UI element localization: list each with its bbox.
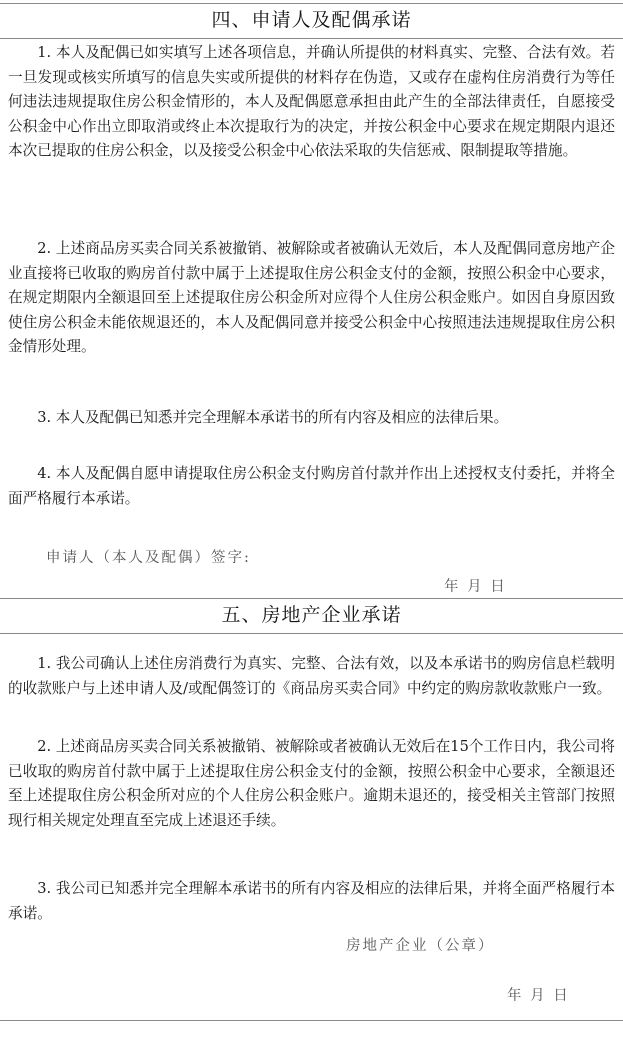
developer-seal-label: 房地产企业（公章） bbox=[346, 938, 495, 954]
section4-paragraph-4: 4. 本人及配偶自愿申请提取住房公积金支付购房首付款并作出上述授权支付委托，并将全面严格履行本承诺。 bbox=[8, 465, 615, 507]
section4-title: 四、申请人及配偶承诺 bbox=[211, 9, 412, 31]
section4-paragraph-2: 2. 上述商品房买卖合同关系被撤销、被解除或者被确认无效后，本人及配偶同意房地产企业直接将已收取的购房首付款中属于上述提取住房公积金支付的金额，按照公积金中心要求，在规定期限内全额退回至上述提取住房公积金所对应得个人住房公积金账户。如因自身原因致使住房公积金未能依规退还的，本人及配偶同意并接受公积金中心按照违法违规提取住房公积金情形处理。 bbox=[8, 240, 615, 355]
section4-paragraph-3: 3. 本人及配偶已知悉并完全理解本承诺书的所有内容及相应的法律后果。 bbox=[37, 409, 509, 426]
applicant-signature-label: 申请人（本人及配偶）签字: bbox=[46, 550, 251, 566]
divider-line bbox=[0, 633, 623, 634]
section5-paragraph-1: 1. 我公司确认上述住房消费行为真实、完整、合法有效，以及本承诺书的购房信息栏载明的收款账户与上述申请人及/或配偶签订的《商品房买卖合同》中约定的购房款收款账户一致。 bbox=[8, 655, 615, 697]
section5-title: 五、房地产企业承诺 bbox=[221, 604, 402, 626]
section5-paragraph-3: 3. 我公司已知悉并完全理解本承诺书的所有内容及相应的法律后果，并将全面严格履行本承诺。 bbox=[8, 880, 615, 922]
developer-seal-date: 年 月 日 bbox=[507, 988, 570, 1004]
section4-paragraph-1: 1. 本人及配偶已如实填写上述各项信息，并确认所提供的材料真实、完整、合法有效。若一旦发现或核实所填写的信息失实或所提供的材料存在伪造，又或存在虚构住房消费行为等任何违法违规提取住房公积金情形的，本人及配偶愿意承担由此产生的全部法律责任，自愿接受公积金中心作出立即取消或终止本次提取行为的决定，并按公积金中心要求在规定期限内退还本次已提取的住房公积金，以及接受公积金中心依法采取的失信惩戒、限制提取等措施。 bbox=[8, 44, 615, 159]
applicant-signature-date: 年 月 日 bbox=[444, 579, 507, 595]
divider-line bbox=[0, 38, 623, 39]
section5-paragraph-2: 2. 上述商品房买卖合同关系被撤销、被解除或者被确认无效后在15个工作日内，我公司将已收取的购房首付款中属于上述提取住房公积金支付的金额，按照公积金中心要求，全额退还至上述提取住房公积金所对应的个人住房公积金账户。逾期未退还的，接受相关主管部门按照现行相关规定处理直至完成上述退还手续。 bbox=[8, 738, 615, 829]
divider-line bbox=[0, 1020, 623, 1021]
